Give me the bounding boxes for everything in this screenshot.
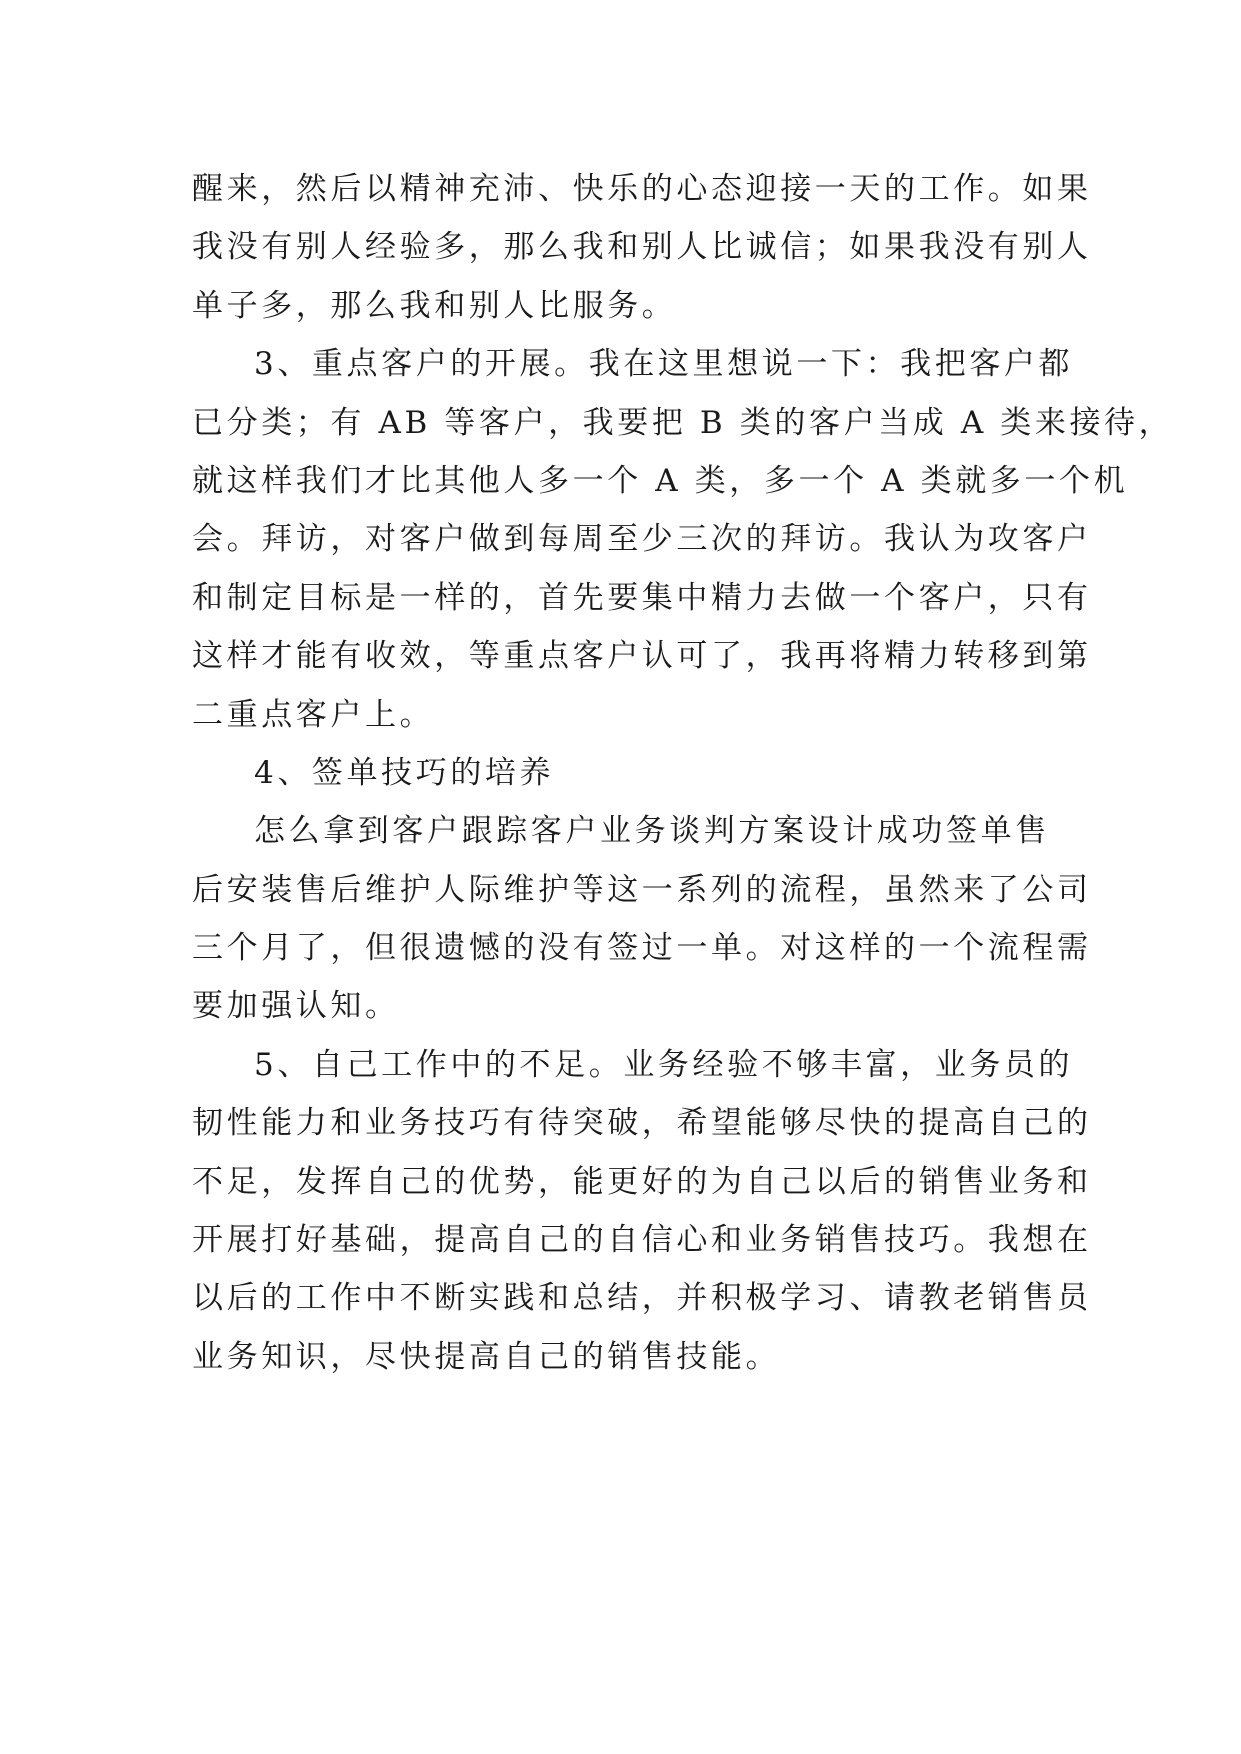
text-line: 开展打好基础，提高自己的自信心和业务销售技巧。我想在 xyxy=(192,1222,1092,1259)
text-line: 后安装售后维护人际维护等这一系列的流程，虽然来了公司 xyxy=(192,871,1092,908)
text-line: 醒来，然后以精神充沛、快乐的心态迎接一天的工作。如果 xyxy=(192,171,1092,207)
document-body xyxy=(192,160,1174,1386)
section-3-heading-line: 3、重点客户的开展。我在这里想说一下：我把客户都 xyxy=(254,346,1074,383)
section-5-heading-line: 5、自己工作中的不足。业务经验不够丰富，业务员的 xyxy=(254,1046,1074,1083)
text-line: 就这样我们才比其他人多一个 A 类，多一个 A 类就多一个机 xyxy=(192,462,1129,499)
text-line: 要加强认知。 xyxy=(192,988,400,1025)
text-line: 和制定目标是一样的，首先要集中精力去做一个客户，只有 xyxy=(192,579,1092,616)
text-line: 以后的工作中不断实践和总结，并积极学习、请教老销售员 xyxy=(192,1280,1092,1317)
text-line: 已分类；有 AB 等客户，我要把 B 类的客户当成 A 类来接待， xyxy=(192,404,1174,441)
text-line: 韧性能力和业务技巧有待突破，希望能够尽快的提高自己的 xyxy=(192,1105,1092,1142)
text-line: 二重点客户上。 xyxy=(192,696,435,733)
section-4-heading-line: 4、签单技巧的培养 xyxy=(254,754,555,791)
text-line: 三个月了，但很遗憾的没有签过一单。对这样的一个流程需 xyxy=(192,930,1092,967)
text-line: 怎么拿到客户跟踪客户业务谈判方案设计成功签单售 xyxy=(254,813,1050,850)
text-line: 这样才能有收效，等重点客户认可了，我再将精力转移到第 xyxy=(192,638,1092,675)
text-line: 我没有别人经验多，那么我和别人比诚信；如果我没有别人 xyxy=(192,229,1092,266)
text-line: 不足，发挥自己的优势，能更好的为自己以后的销售业务和 xyxy=(192,1163,1092,1200)
text-line: 业务知识，尽快提高自己的销售技能。 xyxy=(192,1338,781,1375)
text-line: 会。拜访，对客户做到每周至少三次的拜访。我认为攻客户 xyxy=(192,521,1092,558)
text-line: 单子多，那么我和别人比服务。 xyxy=(192,287,677,324)
